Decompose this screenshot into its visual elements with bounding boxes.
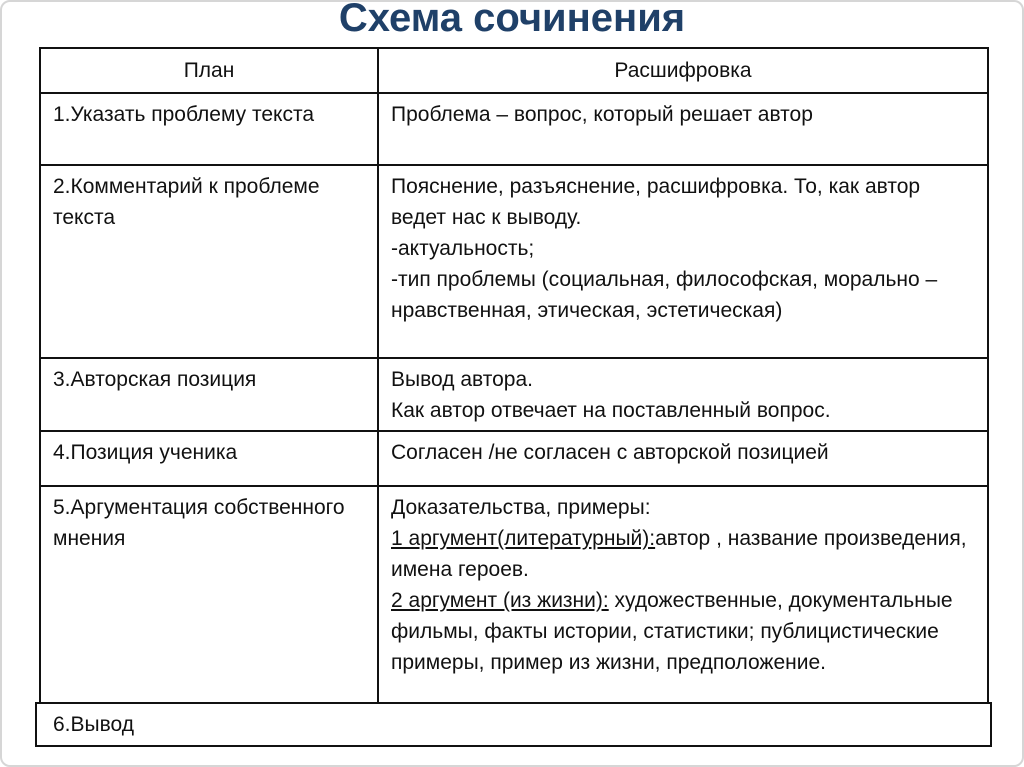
explanation-cell-5 [378,486,988,711]
plan-cell-5: 5.Аргументация собственного мнения [40,486,378,711]
argument-1 [391,523,975,585]
header-explanation: Расшифровка [378,48,988,93]
explanation-line: Проблема – вопрос, который решает автор [391,103,813,126]
plan-cell-4: 4.Позиция ученика [40,431,378,486]
explanation-line: -тип проблемы (социальная, философская, морально – нравственная, этическая, эстетическая) [391,268,938,322]
header-plan: План [40,48,378,93]
argument-1-text: автор , название произведения, имена героев. [391,527,967,581]
argument-2-label: 2 аргумент (из жизни): [391,589,609,612]
explanation-line: Пояснение, разъяснение, расшифровка. То, как автор ведет нас к выводу. [391,175,921,229]
explanation-line: Вывод автора. [391,368,533,391]
conclusion-row [35,702,992,747]
explanation-cell-2 [378,165,988,358]
table-row [40,93,988,165]
table-row [40,431,988,486]
argument-1-label: 1 аргумент(литературный): [391,527,656,550]
page-title: Схема сочинения [338,0,686,40]
plan-cell-3: 3.Авторская позиция [40,358,378,431]
table-row [40,486,988,711]
plan-cell-1: 1.Указать проблему текста [40,93,378,165]
table-header-row [40,48,988,93]
plan-cell-2: 2.Комментарий к проблеме текста [40,165,378,358]
argument-2 [391,585,975,678]
explanation-intro: Доказательства, примеры: [391,496,651,519]
explanation-cell-1 [378,93,988,165]
explanation-cell-3 [378,358,988,431]
table-row [40,358,988,431]
explanation-cell-4 [378,431,988,486]
essay-scheme-table [39,47,989,712]
argument-2-text: художественные, документальные фильмы, факты истории, статистики; публицистические примеры, пример из жизни, предположение. [391,589,953,674]
table-row [40,165,988,358]
conclusion-label: 6.Вывод [53,712,135,736]
explanation-line: Согласен /не согласен с авторской позицией [391,441,829,464]
explanation-line: Как автор отвечает на поставленный вопрос. [391,399,831,422]
explanation-line: -актуальность; [391,237,535,260]
